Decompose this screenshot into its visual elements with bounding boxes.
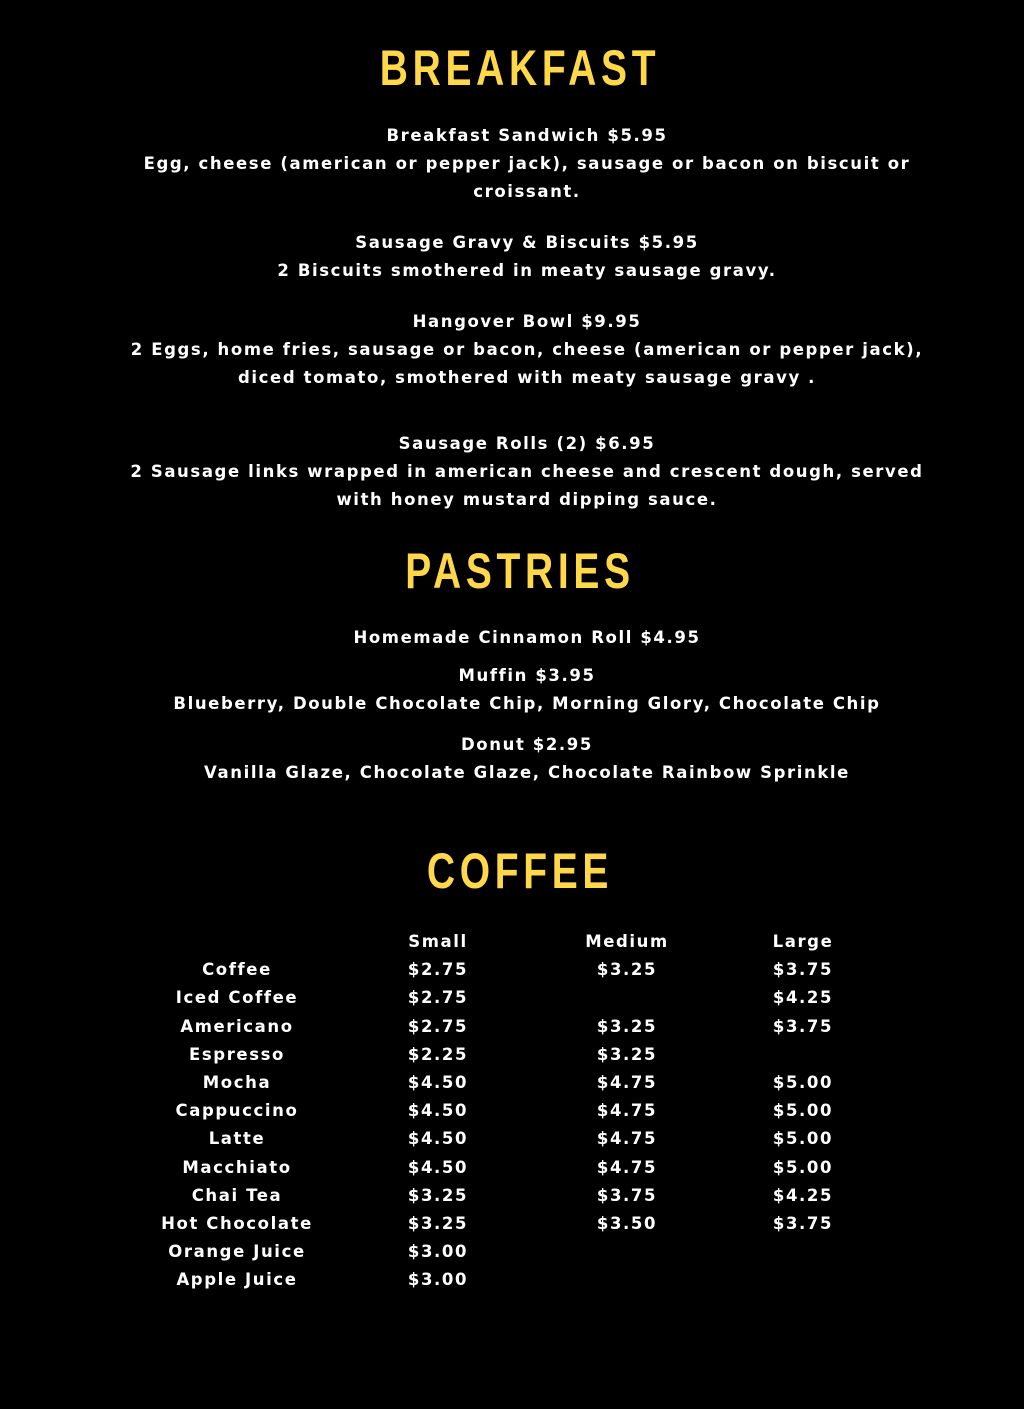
table-row [0,960,1024,988]
price-large: $3.75 [772,1213,834,1233]
drink-name: Macchiato [182,1157,292,1177]
price-large: $5.00 [772,1157,834,1177]
item-name: Homemade Cinnamon Roll $4.95 [353,628,701,647]
price-large: $5.00 [772,1072,834,1092]
item-desc: diced tomato, smothered with meaty sausage gravy . [237,368,817,387]
item-name: Sausage Rolls (2) $6.95 [398,434,656,453]
menu-item [100,122,954,206]
item-desc: 2 Eggs, home fries, sausage or bacon, cheese (american or pepper jack), [130,340,924,359]
price-medium: $3.50 [596,1213,658,1233]
menu-item [100,662,954,718]
price-small: $4.50 [407,1072,469,1092]
drink-name: Latte [208,1129,266,1149]
price-medium: $4.75 [596,1072,658,1092]
table-row [0,1270,1024,1298]
price-small: $4.50 [407,1157,469,1177]
menu-item [100,229,954,285]
price-medium: $3.25 [596,1044,658,1064]
price-medium: $3.25 [596,1016,658,1036]
menu-item [100,308,954,392]
table-row [0,1242,1024,1270]
item-name: Sausage Gravy & Biscuits $5.95 [355,233,699,252]
drink-name: Mocha [202,1072,272,1092]
table-row [0,988,1024,1016]
item-desc: Blueberry, Double Chocolate Chip, Morning Glory, Chocolate Chip [173,694,881,713]
price-small: $3.25 [407,1185,469,1205]
table-row [0,1045,1024,1073]
price-medium: $4.75 [596,1129,658,1149]
price-small: $2.75 [407,988,469,1008]
table-row [0,1186,1024,1214]
item-desc: Vanilla Glaze, Chocolate Glaze, Chocolate Rainbow Sprinkle [204,763,850,782]
price-large: $5.00 [772,1129,834,1149]
breakfast-heading: BREAKFAST [379,40,661,96]
price-small: $2.75 [407,1016,469,1036]
price-large: $3.75 [772,960,834,980]
price-large: $5.00 [772,1101,834,1121]
price-small: $2.75 [407,960,469,980]
item-desc: 2 Sausage links wrapped in american cheese and crescent dough, served [130,462,924,481]
drink-name: Americano [180,1016,294,1036]
item-name: Donut $2.95 [461,735,593,754]
header-small: Small [408,932,468,951]
price-large: $3.75 [772,1016,834,1036]
item-desc: croissant. [473,182,581,201]
price-small: $4.50 [407,1101,469,1121]
price-medium: $3.25 [596,960,658,980]
drink-name: Apple Juice [176,1270,298,1290]
item-desc: 2 Biscuits smothered in meaty sausage gravy. [277,261,777,280]
drink-name: Hot Chocolate [161,1213,313,1233]
coffee-price-table [0,932,1024,1298]
table-row [0,1158,1024,1186]
item-name: Breakfast Sandwich $5.95 [386,126,668,145]
header-medium: Medium [585,932,669,951]
price-medium: $4.75 [596,1157,658,1177]
header-large: Large [772,932,834,951]
drink-name: Espresso [188,1044,285,1064]
price-small: $3.00 [407,1242,469,1262]
table-row [0,1214,1024,1242]
price-large: $4.25 [772,1185,834,1205]
table-row [0,1017,1024,1045]
menu-item [100,430,954,514]
menu-item [100,731,954,787]
item-name: Muffin $3.95 [458,666,596,685]
pastries-heading: PASTRIES [405,543,635,599]
item-desc: Egg, cheese (american or pepper jack), sausage or bacon on biscuit or [143,154,911,173]
price-medium: $3.75 [596,1185,658,1205]
price-small: $3.00 [407,1270,469,1290]
price-small: $3.25 [407,1213,469,1233]
drink-name: Orange Juice [168,1242,306,1262]
price-large: $4.25 [772,988,834,1008]
price-small: $4.50 [407,1129,469,1149]
item-name: Hangover Bowl $9.95 [412,312,642,331]
drink-name: Coffee [202,960,272,980]
drink-name: Cappuccino [175,1101,299,1121]
coffee-heading: COFFEE [426,843,614,899]
table-row [0,1101,1024,1129]
item-desc: with honey mustard dipping sauce. [336,490,718,509]
drink-name: Chai Tea [191,1185,283,1205]
table-row [0,1129,1024,1157]
menu-item [100,624,954,652]
price-small: $2.25 [407,1044,469,1064]
drink-name: Iced Coffee [175,988,299,1008]
table-header [0,932,1024,960]
table-row [0,1073,1024,1101]
price-medium: $4.75 [596,1101,658,1121]
